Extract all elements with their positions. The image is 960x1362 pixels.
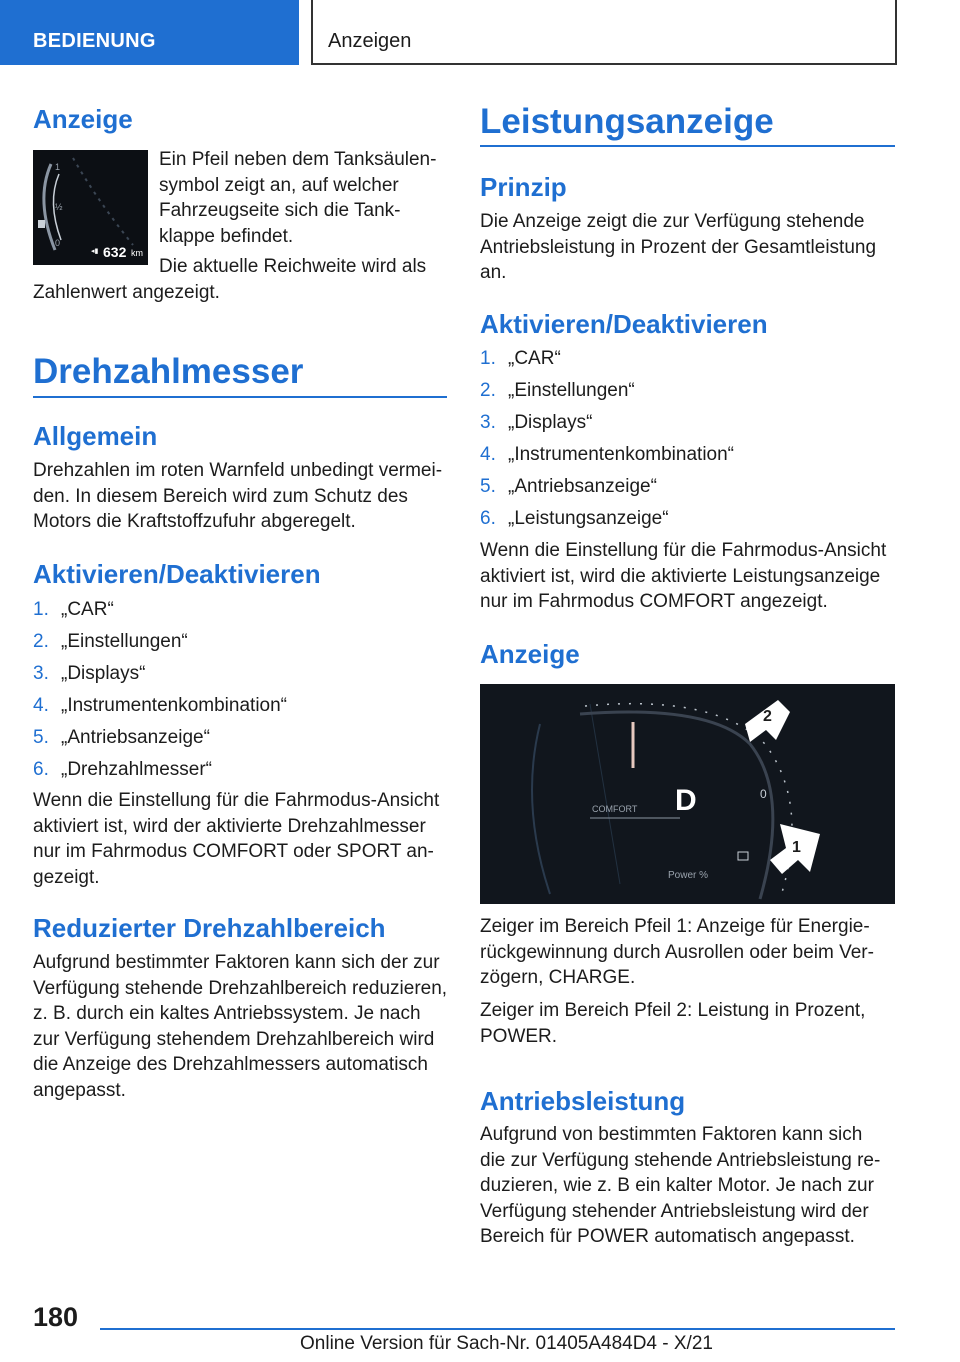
page-number: 180 <box>33 1302 79 1332</box>
svg-text:◂▮: ◂▮ <box>91 248 99 255</box>
antriebsleistung-text: Aufgrund von bestimmten Faktoren kann sich die zur Verfügung stehende Antriebsleistung re- duzieren, wie z. B ein kalter Motor. Je nach zur Verfügung stehender Antriebsleistung wird der Bereich für POWER automatisch angepasst. <box>480 1124 881 1247</box>
fuel-pump-icon <box>38 220 45 228</box>
list-item: 5. „Antriebsanzeige“ <box>33 727 210 748</box>
pfeil2-text: Zeiger im Bereich Pfeil 2: Leistung in Prozent, POWER. <box>480 1000 866 1047</box>
online-version-link[interactable]: Online Version für Sach-Nr. 01405A484D4 - X/21 <box>300 1333 713 1354</box>
heading-rule <box>480 145 895 147</box>
aktivieren-heading-left: Aktivieren/Deaktivieren <box>33 559 321 589</box>
gear-indicator: D <box>675 784 697 817</box>
reichweite-line-2: Zahlenwert angezeigt. <box>33 282 220 303</box>
list-item: 3. „Displays“ <box>480 412 593 433</box>
reichweite-line-1: Die aktuelle Reichweite wird als <box>159 256 427 277</box>
allgemein-text: Drehzahlen im roten Warnfeld unbedingt vermei- den. In diesem Bereich wird zum Schutz des Motors die Kraftstoffzufuhr abgeregelt. <box>33 460 443 532</box>
list-item: 6. „Leistungsanzeige“ <box>480 508 669 529</box>
tick-half: ½ <box>55 202 63 212</box>
power-label: Power % <box>668 870 709 881</box>
note-text-left: Wenn die Einstellung für die Fahrmodus-Ansicht aktiviert ist, wird der aktivierte Drehzahlmesser nur im Fahrmodus COMFORT oder SPORT an- gezeigt. <box>33 790 440 888</box>
footer-rule <box>100 1328 895 1330</box>
aktivieren-heading-right: Aktivieren/Deaktivieren <box>480 309 768 339</box>
anzeige-heading: Anzeige <box>33 104 133 134</box>
list-item: 4. „Instrumentenkombination“ <box>480 444 734 465</box>
drehzahlmesser-heading: Drehzahlmesser <box>33 352 304 391</box>
tick-1: 1 <box>55 162 61 172</box>
prinzip-text: Die Anzeige zeigt die zur Verfügung stehende Antriebsleistung in Prozent der Gesamtleistung an. <box>480 211 877 283</box>
power-display-image <box>480 684 895 904</box>
list-item: 4. „Instrumentenkombination“ <box>33 695 287 716</box>
antriebsleistung-heading: Antriebsleistung <box>480 1086 686 1116</box>
arrow-1-label: 1 <box>792 839 801 856</box>
list-item: 2. „Einstellungen“ <box>480 380 635 401</box>
fuel-gauge-image <box>33 150 148 265</box>
prinzip-heading: Prinzip <box>480 172 567 202</box>
chapter-header <box>311 0 897 65</box>
allgemein-heading: Allgemein <box>33 421 158 451</box>
tick-0: 0 <box>55 238 61 248</box>
reduziert-heading: Reduzierter Drehzahlbereich <box>33 913 386 943</box>
list-item: 2. „Einstellungen“ <box>33 631 188 652</box>
list-item: 6. „Drehzahlmesser“ <box>33 759 212 780</box>
arrow-2-label: 2 <box>763 708 772 725</box>
range-unit: km <box>131 248 143 258</box>
leistungsanzeige-heading: Leistungsanzeige <box>480 102 774 141</box>
chapter-label: Anzeigen <box>328 30 412 52</box>
mode-label: COMFORT <box>592 804 638 814</box>
heading-rule <box>33 396 447 398</box>
list-item: 1. „CAR“ <box>33 599 114 620</box>
anzeige-text: Ein Pfeil neben dem Tanksäulen- symbol zeigt an, auf welcher Fahrzeugseite sich die Tank- klappe befindet. <box>159 149 437 247</box>
section-tab <box>0 0 299 65</box>
pfeil1-text: Zeiger im Bereich Pfeil 1: Anzeige für Energie- rückgewinnung durch Ausrollen oder beim Ver- zögern, CHARGE. <box>480 916 874 988</box>
list-item: 3. „Displays“ <box>33 663 146 684</box>
note-text-right: Wenn die Einstellung für die Fahrmodus-Ansicht aktiviert ist, wird die aktivierte Leistungsanzeige nur im Fahrmodus COMFORT angezeigt. <box>480 540 887 612</box>
list-item: 1. „CAR“ <box>480 348 561 369</box>
reduziert-text: Aufgrund bestimmter Faktoren kann sich der zur Verfügung stehende Drehzahlbereich reduzieren, z. B. durch ein kaltes Antriebssystem. Je nach zur Verfügung stehendem Drehzahlbereich wird die Anzeige des Drehzahlmessers automatisch angepasst. <box>33 952 448 1101</box>
list-item: 5. „Antriebsanzeige“ <box>480 476 657 497</box>
section-label: BEDIENUNG <box>33 30 156 52</box>
zero-mark: 0 <box>760 787 767 801</box>
anzeige-heading-right: Anzeige <box>480 639 580 669</box>
range-value: 632 <box>103 244 127 260</box>
battery-icon <box>738 852 748 860</box>
